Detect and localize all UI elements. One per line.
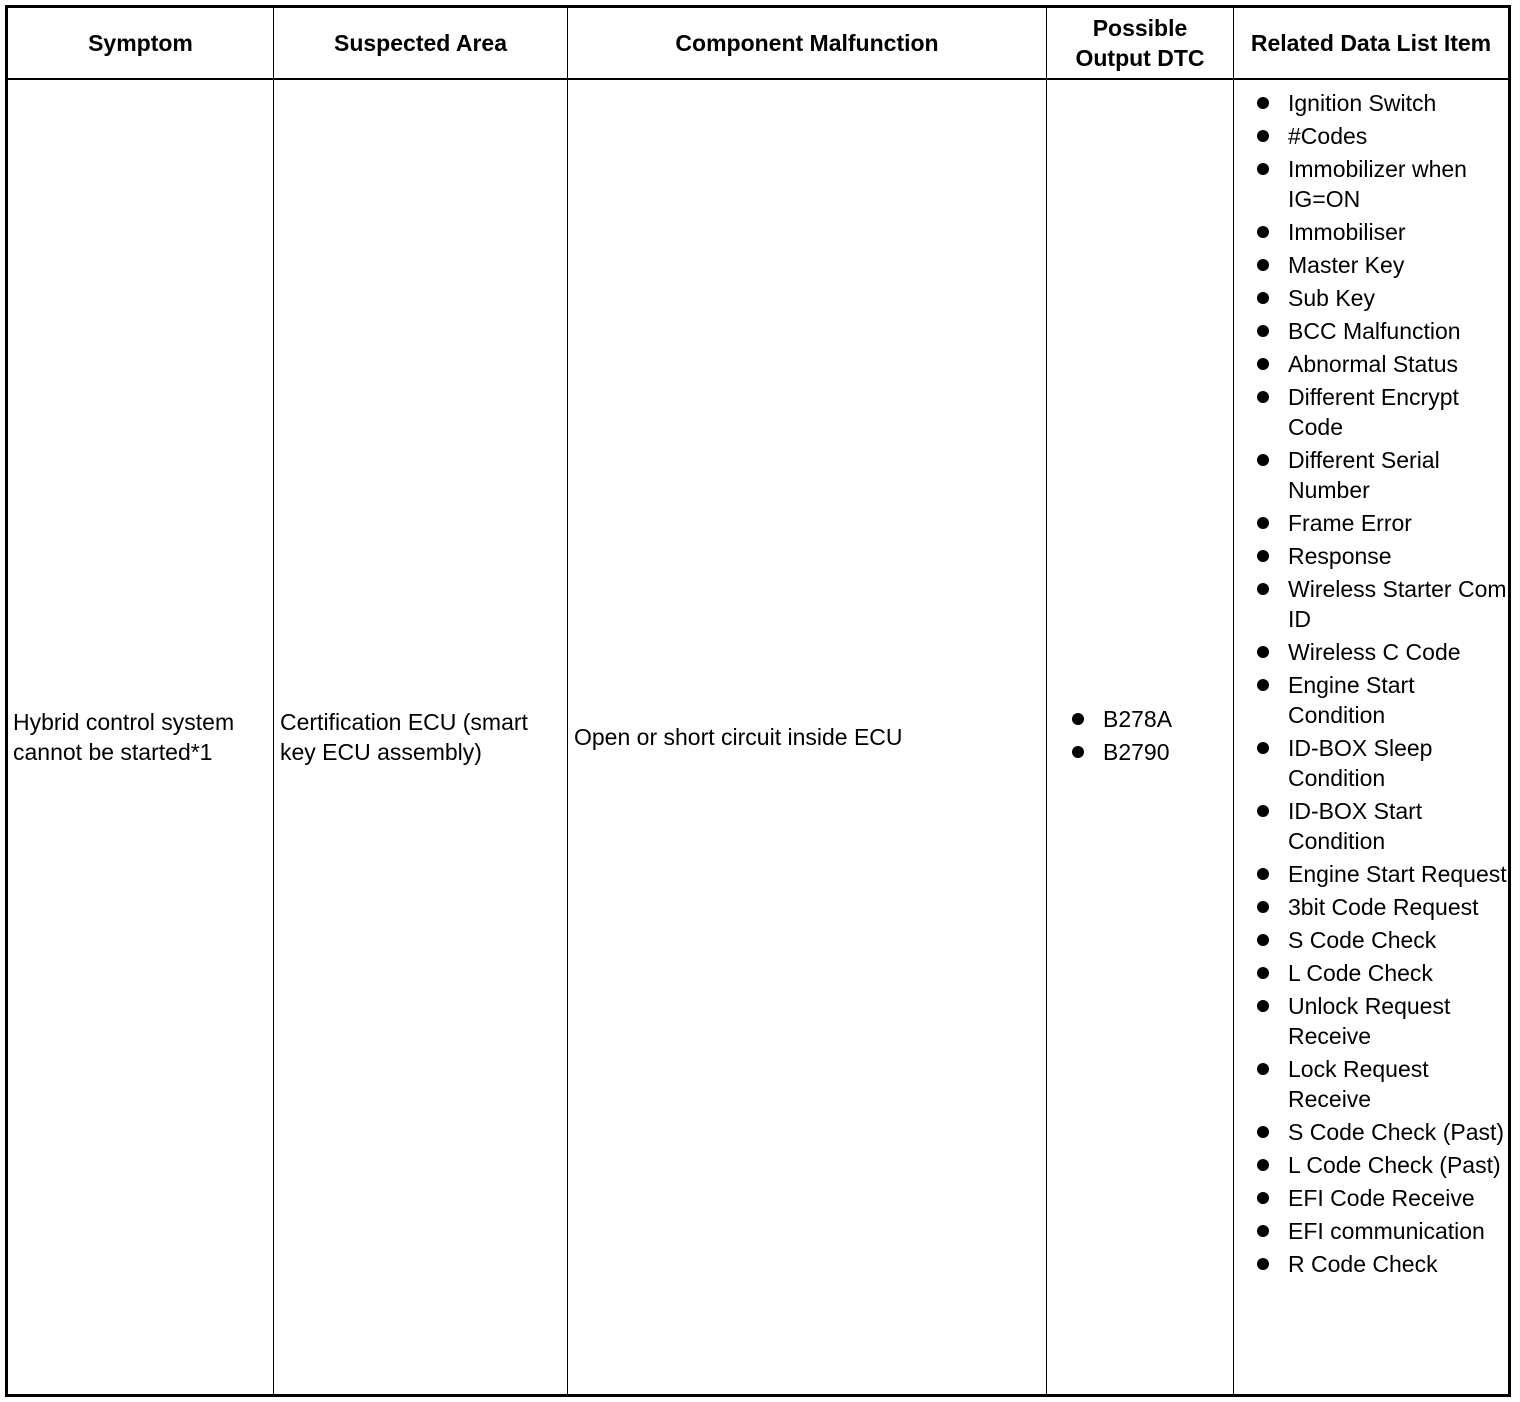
cell-related-data-list-item (1234, 79, 1510, 1396)
cell-possible-output-dtc (1047, 79, 1234, 1396)
data-list-item: L Code Check (1254, 958, 1508, 988)
data-list-item: ID-BOX Sleep Condition (1254, 733, 1508, 793)
header-possible-output-dtc (1047, 7, 1234, 80)
data-list-item: Wireless C Code (1254, 637, 1508, 667)
data-list-item: Master Key (1254, 250, 1508, 280)
table-row (7, 79, 1510, 1396)
data-list-item: S Code Check (1254, 925, 1508, 955)
data-list-item: Wireless Starter Com ID (1254, 574, 1508, 634)
dtc-list (1069, 704, 1233, 767)
data-list-item: Sub Key (1254, 283, 1508, 313)
data-list-item: #Codes (1254, 121, 1508, 151)
header-row (7, 7, 1510, 80)
cell-symptom: Hybrid control system cannot be started*1 (7, 79, 274, 1396)
diagnostic-table (5, 5, 1511, 1397)
data-list-item: Immobiliser (1254, 217, 1508, 247)
data-list-item: Lock Request Receive (1254, 1054, 1508, 1114)
data-list-item: Immobilizer when IG=ON (1254, 154, 1508, 214)
data-list-item: Different Encrypt Code (1254, 382, 1508, 442)
data-list-item: Ignition Switch (1254, 88, 1508, 118)
header-component-malfunction: Component Malfunction (568, 7, 1047, 80)
data-list-item: Frame Error (1254, 508, 1508, 538)
data-list-item: Different Serial Number (1254, 445, 1508, 505)
data-list-item: ID-BOX Start Condition (1254, 796, 1508, 856)
data-list-item: BCC Malfunction (1254, 316, 1508, 346)
data-list-item: EFI communication (1254, 1216, 1508, 1246)
cell-suspected-area: Certification ECU (smart key ECU assembly) (274, 79, 568, 1396)
header-dtc-line1: Possible (1092, 15, 1188, 41)
cell-component-malfunction: Open or short circuit inside ECU (568, 79, 1047, 1396)
header-suspected-area: Suspected Area (274, 7, 568, 80)
data-list-item: S Code Check (Past) (1254, 1117, 1508, 1147)
header-dtc-line2: Output DTC (1075, 45, 1205, 71)
data-list-item: Response (1254, 541, 1508, 571)
data-list-item: L Code Check (Past) (1254, 1150, 1508, 1180)
data-list-item: EFI Code Receive (1254, 1183, 1508, 1213)
data-list-item: Engine Start Condition (1254, 670, 1508, 730)
data-list-item: R Code Check (1254, 1249, 1508, 1279)
data-list-item: Abnormal Status (1254, 349, 1508, 379)
data-list-item: Engine Start Request (1254, 859, 1508, 889)
data-list-item: 3bit Code Request (1254, 892, 1508, 922)
data-list (1254, 88, 1508, 1279)
header-related-data-list-item: Related Data List Item (1234, 7, 1510, 80)
dtc-item: B278A (1069, 704, 1233, 734)
dtc-item: B2790 (1069, 737, 1233, 767)
data-list-item: Unlock Request Receive (1254, 991, 1508, 1051)
header-symptom: Symptom (7, 7, 274, 80)
